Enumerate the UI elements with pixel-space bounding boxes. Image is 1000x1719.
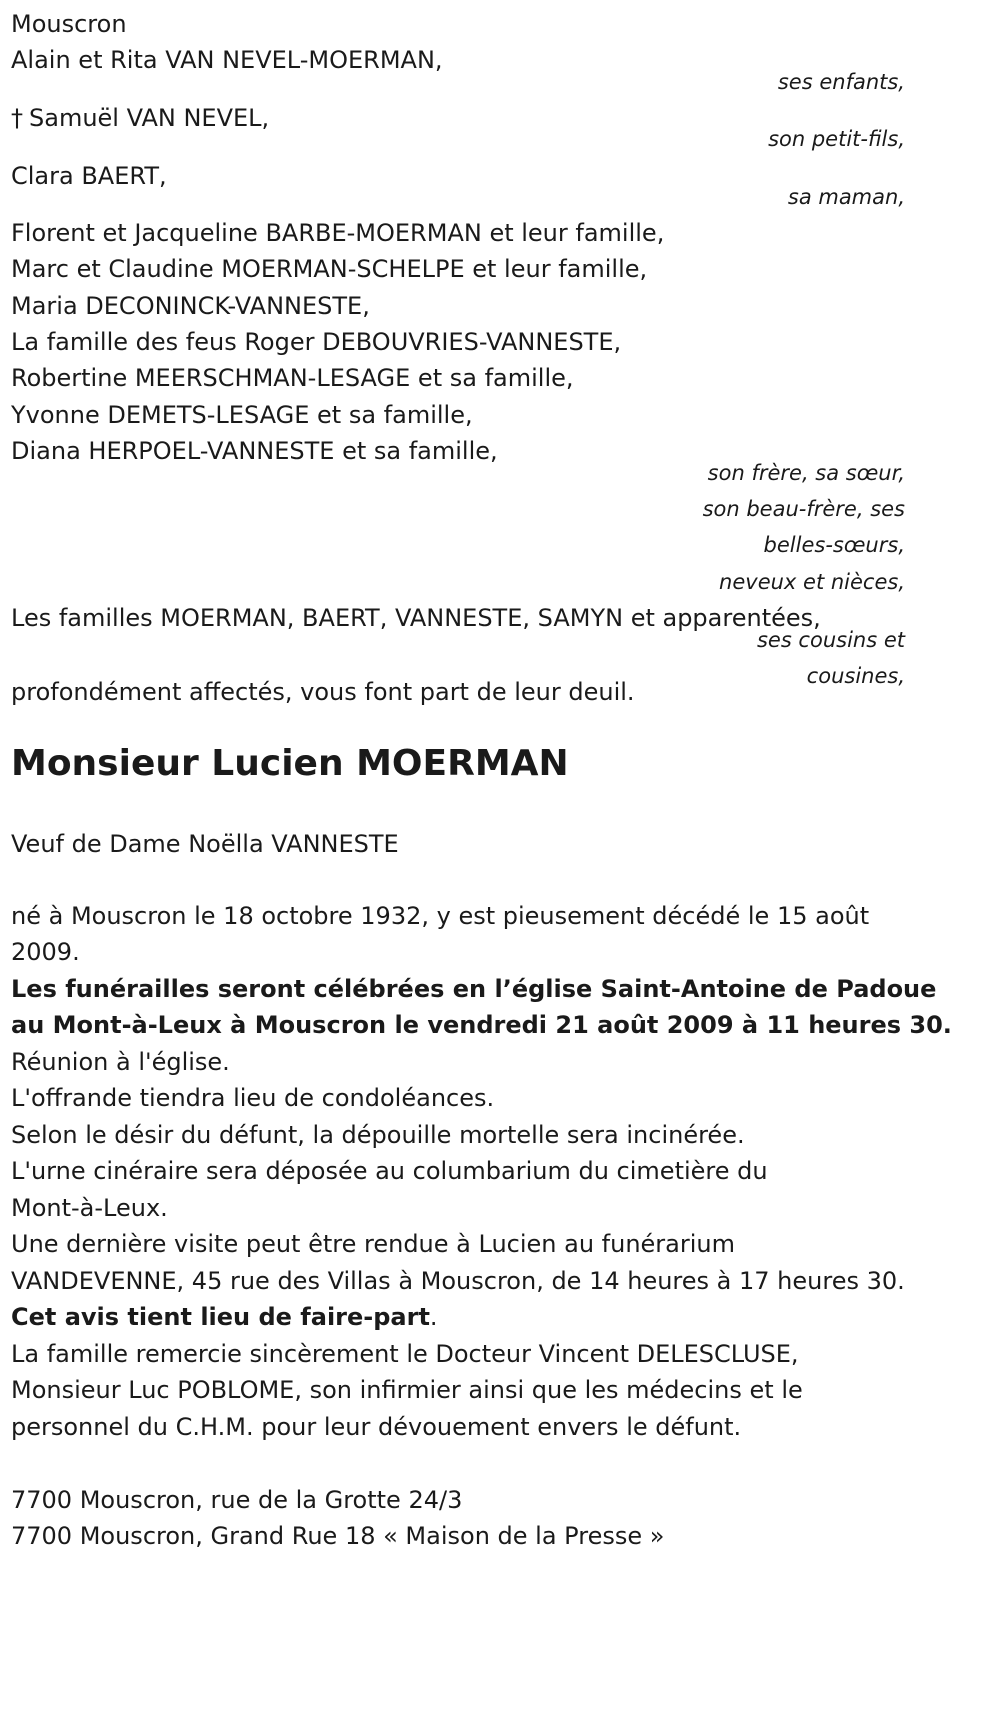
funeral-line: Les funérailles seront célébrées en l’église Saint-Antoine de Padoue [11,975,937,1003]
detail-line: VANDEVENNE, 45 rue des Villas à Mouscron, de 14 heures à 17 heures 30. [11,1267,905,1295]
siblings-relation-line: neveux et nièces, [719,570,905,594]
siblings-relation-line: son frère, sa sœur, [707,461,905,485]
grandson-relation: son petit-fils, [768,127,905,151]
deceased-name: Monsieur Lucien MOERMAN [11,743,569,784]
detail-line: L'urne cinéraire sera déposée au columbarium du cimetière du [11,1157,768,1185]
sibling-line: La famille des feus Roger DEBOUVRIES-VANNESTE, [11,328,622,356]
families-relation-line: cousines, [806,664,905,688]
grandson-line [11,100,269,136]
sibling-line: Marc et Claudine MOERMAN-SCHELPE et leur famille, [11,255,648,283]
siblings-relation-line: son beau-frère, ses [702,497,905,521]
address-line: 7700 Mouscron, Grand Rue 18 « Maison de la Presse » [11,1522,665,1550]
children-relation: ses enfants, [777,70,905,94]
widower-of: Veuf de Dame Noëlla VANNESTE [11,830,399,858]
address-line: 7700 Mouscron, rue de la Grotte 24/3 [11,1486,463,1514]
mother-names: Clara BAERT, [11,162,167,190]
sibling-line: Yvonne DEMETS-LESAGE et sa famille, [11,401,473,429]
grandson-names: Samuël VAN NEVEL, [29,104,270,132]
siblings-relation-line: belles-sœurs, [763,533,905,557]
birth-death-line: né à Mouscron le 18 octobre 1932, y est pieusement décédé le 15 août [11,902,870,930]
detail-line: Une dernière visite peut être rendue à Lucien au funérarium [11,1230,736,1258]
sibling-line: Robertine MEERSCHMAN-LESAGE et sa famille, [11,364,574,392]
cross-icon: † [11,104,23,132]
sibling-line: Diana HERPOEL-VANNESTE et sa famille, [11,437,498,465]
families-names: Les familles MOERMAN, BAERT, VANNESTE, SAMYN et apparentées, [11,604,821,632]
detail-line: Réunion à l'église. [11,1048,230,1076]
faire-part-text: Cet avis tient lieu de faire-part [11,1303,430,1331]
announcement: profondément affectés, vous font part de leur deuil. [11,678,635,706]
sibling-line: Florent et Jacqueline BARBE-MOERMAN et leur famille, [11,219,665,247]
detail-line: L'offrande tiendra lieu de condoléances. [11,1084,495,1112]
detail-line: Selon le désir du défunt, la dépouille mortelle sera incinérée. [11,1121,745,1149]
funeral-line: au Mont-à-Leux à Mouscron le vendredi 21 août 2009 à 11 heures 30. [11,1011,952,1039]
birth-death-line: 2009. [11,938,80,966]
thanks-line: La famille remercie sincèrement le Docteur Vincent DELESCLUSE, [11,1340,799,1368]
header-city: Mouscron [11,10,127,38]
faire-part-punctuation: . [429,1303,438,1331]
thanks-line: Monsieur Luc POBLOME, son infirmier ainsi que les médecins et le [11,1376,803,1404]
detail-line: Mont-à-Leux. [11,1194,168,1222]
mother-relation: sa maman, [787,185,905,209]
sibling-line: Maria DECONINCK-VANNESTE, [11,292,370,320]
children-names: Alain et Rita VAN NEVEL-MOERMAN, [11,46,443,74]
faire-part-line [11,1299,438,1335]
thanks-line: personnel du C.H.M. pour leur dévouement envers le défunt. [11,1413,742,1441]
families-relation-line: ses cousins et [756,628,905,652]
